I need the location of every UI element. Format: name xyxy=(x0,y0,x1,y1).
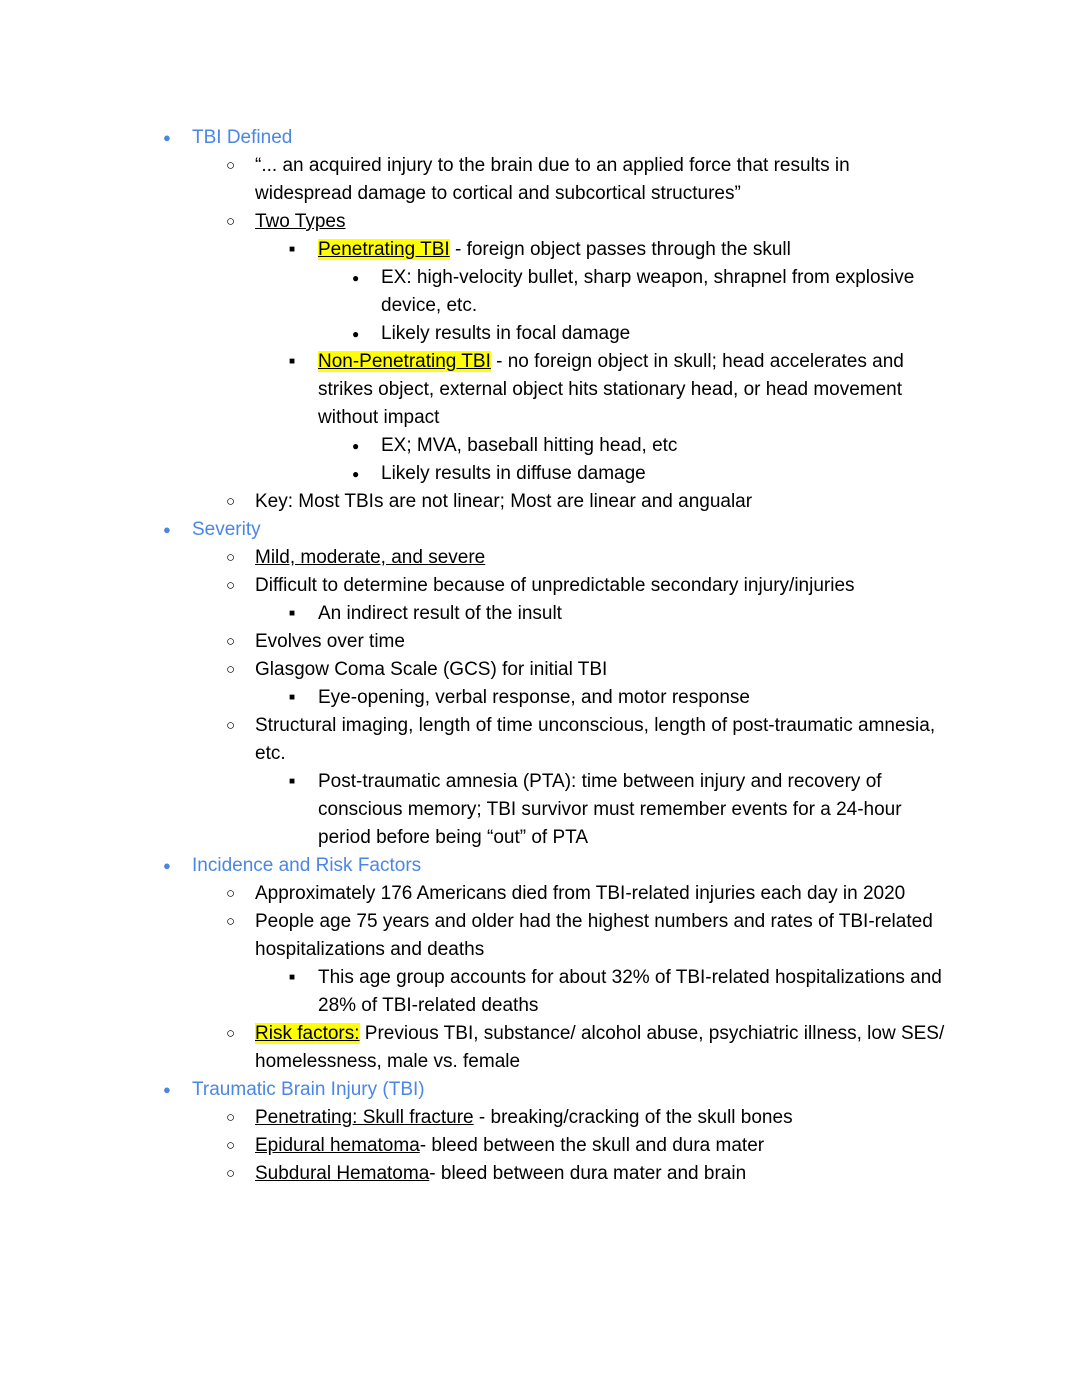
bullet-icon: ■ xyxy=(289,692,296,703)
item-text xyxy=(192,1079,425,1100)
item-text xyxy=(255,491,752,512)
item-text xyxy=(318,603,562,624)
bullet-icon: ● xyxy=(352,327,360,341)
bullet-icon: ○ xyxy=(226,633,236,650)
list-item xyxy=(0,208,952,236)
text-segment: Subdural Hematoma xyxy=(255,1163,430,1184)
text-segment: - foreign object passes through the skull xyxy=(449,239,791,260)
bullet-icon: ○ xyxy=(226,1137,236,1154)
bullet-icon: ○ xyxy=(226,717,236,734)
item-text xyxy=(381,267,914,316)
text-segment: An indirect result of the insult xyxy=(318,603,562,624)
bullet-icon: ○ xyxy=(226,157,236,174)
bullet-icon: ○ xyxy=(226,577,236,594)
text-segment: Two Types xyxy=(255,211,346,232)
list-item xyxy=(0,880,952,908)
section-heading xyxy=(0,1076,952,1104)
list-item xyxy=(0,264,952,320)
list-item xyxy=(0,1020,952,1076)
list-item xyxy=(0,348,952,432)
text-segment: Severity xyxy=(192,519,261,540)
list-item xyxy=(0,600,952,628)
bullet-icon: ○ xyxy=(226,549,236,566)
list-item xyxy=(0,964,952,1020)
bullet-icon: ○ xyxy=(226,1165,236,1182)
list-item xyxy=(0,628,952,656)
item-text xyxy=(192,519,261,540)
list-item xyxy=(0,544,952,572)
item-text xyxy=(318,687,750,708)
list-item xyxy=(0,460,952,488)
bullet-icon: ● xyxy=(352,271,360,285)
bullet-icon: ○ xyxy=(226,1025,236,1042)
text-segment: Eye-opening, verbal response, and motor response xyxy=(318,687,750,708)
text-segment: Structural imaging, length of time unconscious, length of post-traumatic amnesia, etc. xyxy=(255,715,936,764)
bullet-icon: ○ xyxy=(226,1109,236,1126)
bullet-icon: ○ xyxy=(226,661,236,678)
bullet-icon: ○ xyxy=(226,493,236,510)
text-segment: “... an acquired injury to the brain due to an applied force that results in widespread damage to cortical and subcortical structures” xyxy=(255,155,850,204)
text-segment: Glasgow Coma Scale (GCS) for initial TBI xyxy=(255,659,608,680)
list-item xyxy=(0,656,952,684)
list-item xyxy=(0,432,952,460)
text-segment: - bleed between the skull and dura mater xyxy=(419,1135,765,1156)
item-text xyxy=(318,967,942,1016)
text-segment: Post-traumatic amnesia (PTA): time between injury and recovery of conscious memory; TBI survivor must remember events for a 24-hour period before being “out” of PTA xyxy=(318,771,902,848)
item-text xyxy=(255,575,855,596)
item-text xyxy=(255,155,850,204)
item-text xyxy=(255,1135,764,1156)
text-segment: People age 75 years and older had the highest numbers and rates of TBI-related hospitalizations and deaths xyxy=(255,911,933,960)
list-item xyxy=(0,1132,952,1160)
text-segment: - breaking/cracking of the skull bones xyxy=(473,1107,793,1128)
item-text xyxy=(192,855,421,876)
item-text xyxy=(381,323,630,344)
text-segment: Non-Penetrating TBI xyxy=(318,351,491,372)
item-text xyxy=(255,715,935,764)
section-heading xyxy=(0,516,952,544)
bullet-icon: ○ xyxy=(226,213,236,230)
text-segment: Risk factors: xyxy=(255,1023,360,1044)
item-text xyxy=(255,547,485,568)
bullet-icon: ● xyxy=(163,1082,171,1097)
text-segment: Epidural hematoma xyxy=(255,1135,420,1156)
list-item xyxy=(0,712,952,768)
item-text xyxy=(255,1107,793,1128)
text-segment: Penetrating TBI xyxy=(318,239,450,260)
bullet-icon: ■ xyxy=(289,608,296,619)
list-item xyxy=(0,152,952,208)
item-text xyxy=(318,771,902,848)
bullet-icon: ■ xyxy=(289,244,296,255)
list-item xyxy=(0,684,952,712)
bullet-icon: ● xyxy=(352,467,360,481)
list-item xyxy=(0,908,952,964)
list-item xyxy=(0,320,952,348)
text-segment: Likely results in focal damage xyxy=(381,323,631,344)
bullet-icon: ○ xyxy=(226,885,236,902)
text-segment: - no foreign object in skull; head accelerates and strikes object, external object hits stationary head, or head movement without impact xyxy=(318,351,904,428)
bullet-icon: ● xyxy=(163,522,171,537)
list-item xyxy=(0,572,952,600)
list-item xyxy=(0,1160,952,1188)
list-item xyxy=(0,236,952,264)
section-heading xyxy=(0,124,952,152)
bullet-icon: ● xyxy=(352,439,360,453)
list-item xyxy=(0,1104,952,1132)
list-item xyxy=(0,768,952,852)
bullet-icon: ■ xyxy=(289,356,296,367)
text-segment: Traumatic Brain Injury (TBI) xyxy=(192,1079,425,1100)
item-text xyxy=(381,435,677,456)
text-segment: EX: high-velocity bullet, sharp weapon, shrapnel from explosive device, etc. xyxy=(381,267,915,316)
bullet-icon: ● xyxy=(163,858,171,873)
item-text xyxy=(381,463,646,484)
bullet-icon: ○ xyxy=(226,913,236,930)
text-segment: Likely results in diffuse damage xyxy=(381,463,646,484)
text-segment: - bleed between dura mater and brain xyxy=(429,1163,747,1184)
bullet-icon: ■ xyxy=(289,972,296,983)
text-segment: This age group accounts for about 32% of TBI-related hospitalizations and 28% of TBI-related deaths xyxy=(318,967,942,1016)
text-segment: Mild, moderate, and severe xyxy=(255,547,486,568)
bullet-icon: ■ xyxy=(289,776,296,787)
list-item xyxy=(0,488,952,516)
item-text xyxy=(255,1023,944,1072)
text-segment: Incidence and Risk Factors xyxy=(192,855,422,876)
text-segment: Previous TBI, substance/ alcohol abuse, psychiatric illness, low SES/ homelessness, male vs. female xyxy=(255,1023,945,1072)
text-segment: Difficult to determine because of unpredictable secondary injury/injuries xyxy=(255,575,855,596)
item-text xyxy=(255,211,345,232)
item-text xyxy=(255,659,607,680)
item-text xyxy=(318,239,791,260)
item-text xyxy=(255,883,905,904)
bullet-icon: ● xyxy=(163,130,171,145)
text-segment: EX; MVA, baseball hitting head, etc xyxy=(381,435,678,456)
item-text xyxy=(318,351,904,428)
text-segment: Penetrating: Skull fracture xyxy=(255,1107,474,1128)
text-segment: Evolves over time xyxy=(255,631,405,652)
item-text xyxy=(255,631,405,652)
text-segment: TBI Defined xyxy=(192,127,293,148)
text-segment: Key: Most TBIs are not linear; Most are linear and angualar xyxy=(255,491,753,512)
item-text xyxy=(255,1163,746,1184)
text-segment: Approximately 176 Americans died from TBI-related injuries each day in 2020 xyxy=(255,883,906,904)
item-text xyxy=(255,911,933,960)
item-text xyxy=(192,127,292,148)
section-heading xyxy=(0,852,952,880)
